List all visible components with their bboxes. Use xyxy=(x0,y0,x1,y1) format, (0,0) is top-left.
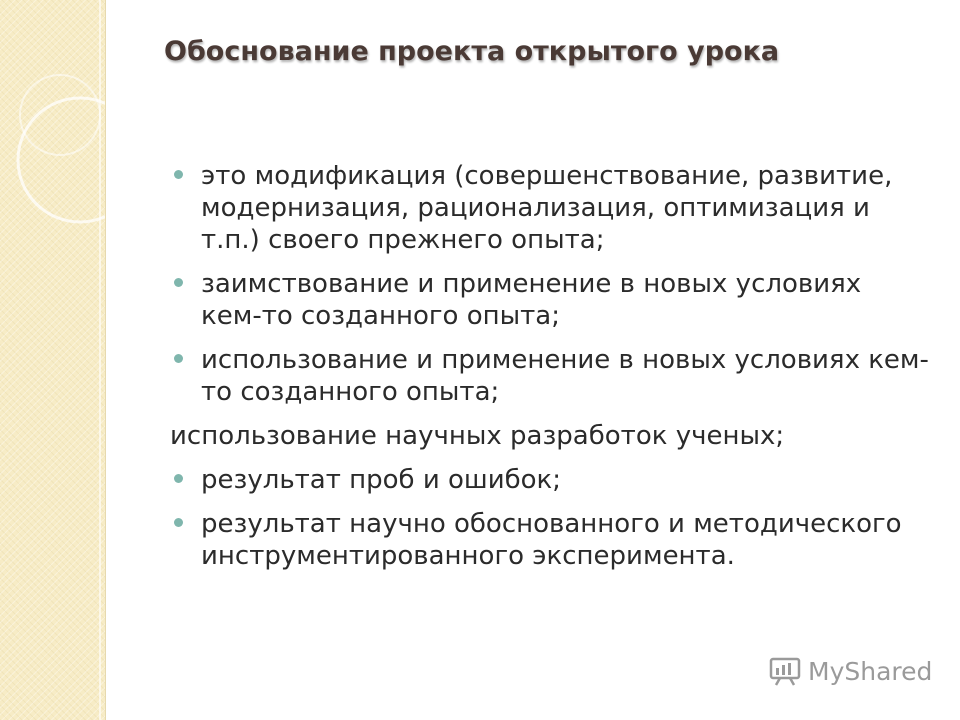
list-item-text: это модификация (совершенствование, развитие, модернизация, рационализация, оптимизация и т.п.) своего прежнего опыта; xyxy=(201,161,893,255)
list-item xyxy=(170,464,930,496)
slide-title: Обоснование проекта открытого урока xyxy=(164,36,780,67)
bullet-icon xyxy=(174,278,183,287)
bullet-icon xyxy=(174,170,183,179)
presentation-board-icon xyxy=(768,656,802,686)
list-item-text: заимствование и применение в новых условиях кем-то созданного опыта; xyxy=(201,269,862,331)
list-item-text: результат научно обоснованного и методического инструментированного эксперимента. xyxy=(201,509,902,571)
bullet-icon xyxy=(174,474,183,483)
list-item-text: использование научных разработок ученых; xyxy=(170,421,785,451)
watermark xyxy=(768,656,932,686)
list-item-text: использование и применение в новых условиях кем-то созданного опыта; xyxy=(201,345,929,407)
list-item xyxy=(170,344,930,408)
decorative-side-strip xyxy=(0,0,106,720)
slide-content xyxy=(170,160,930,584)
bullet-icon xyxy=(174,354,183,363)
list-item xyxy=(170,160,930,256)
list-item xyxy=(170,508,930,572)
list-item xyxy=(170,268,930,332)
decorative-circles xyxy=(0,0,105,720)
watermark-text: MyShared xyxy=(808,656,933,686)
list-item xyxy=(170,420,930,452)
bullet-icon xyxy=(174,518,183,527)
list-item-text: результат проб и ошибок; xyxy=(201,465,562,495)
